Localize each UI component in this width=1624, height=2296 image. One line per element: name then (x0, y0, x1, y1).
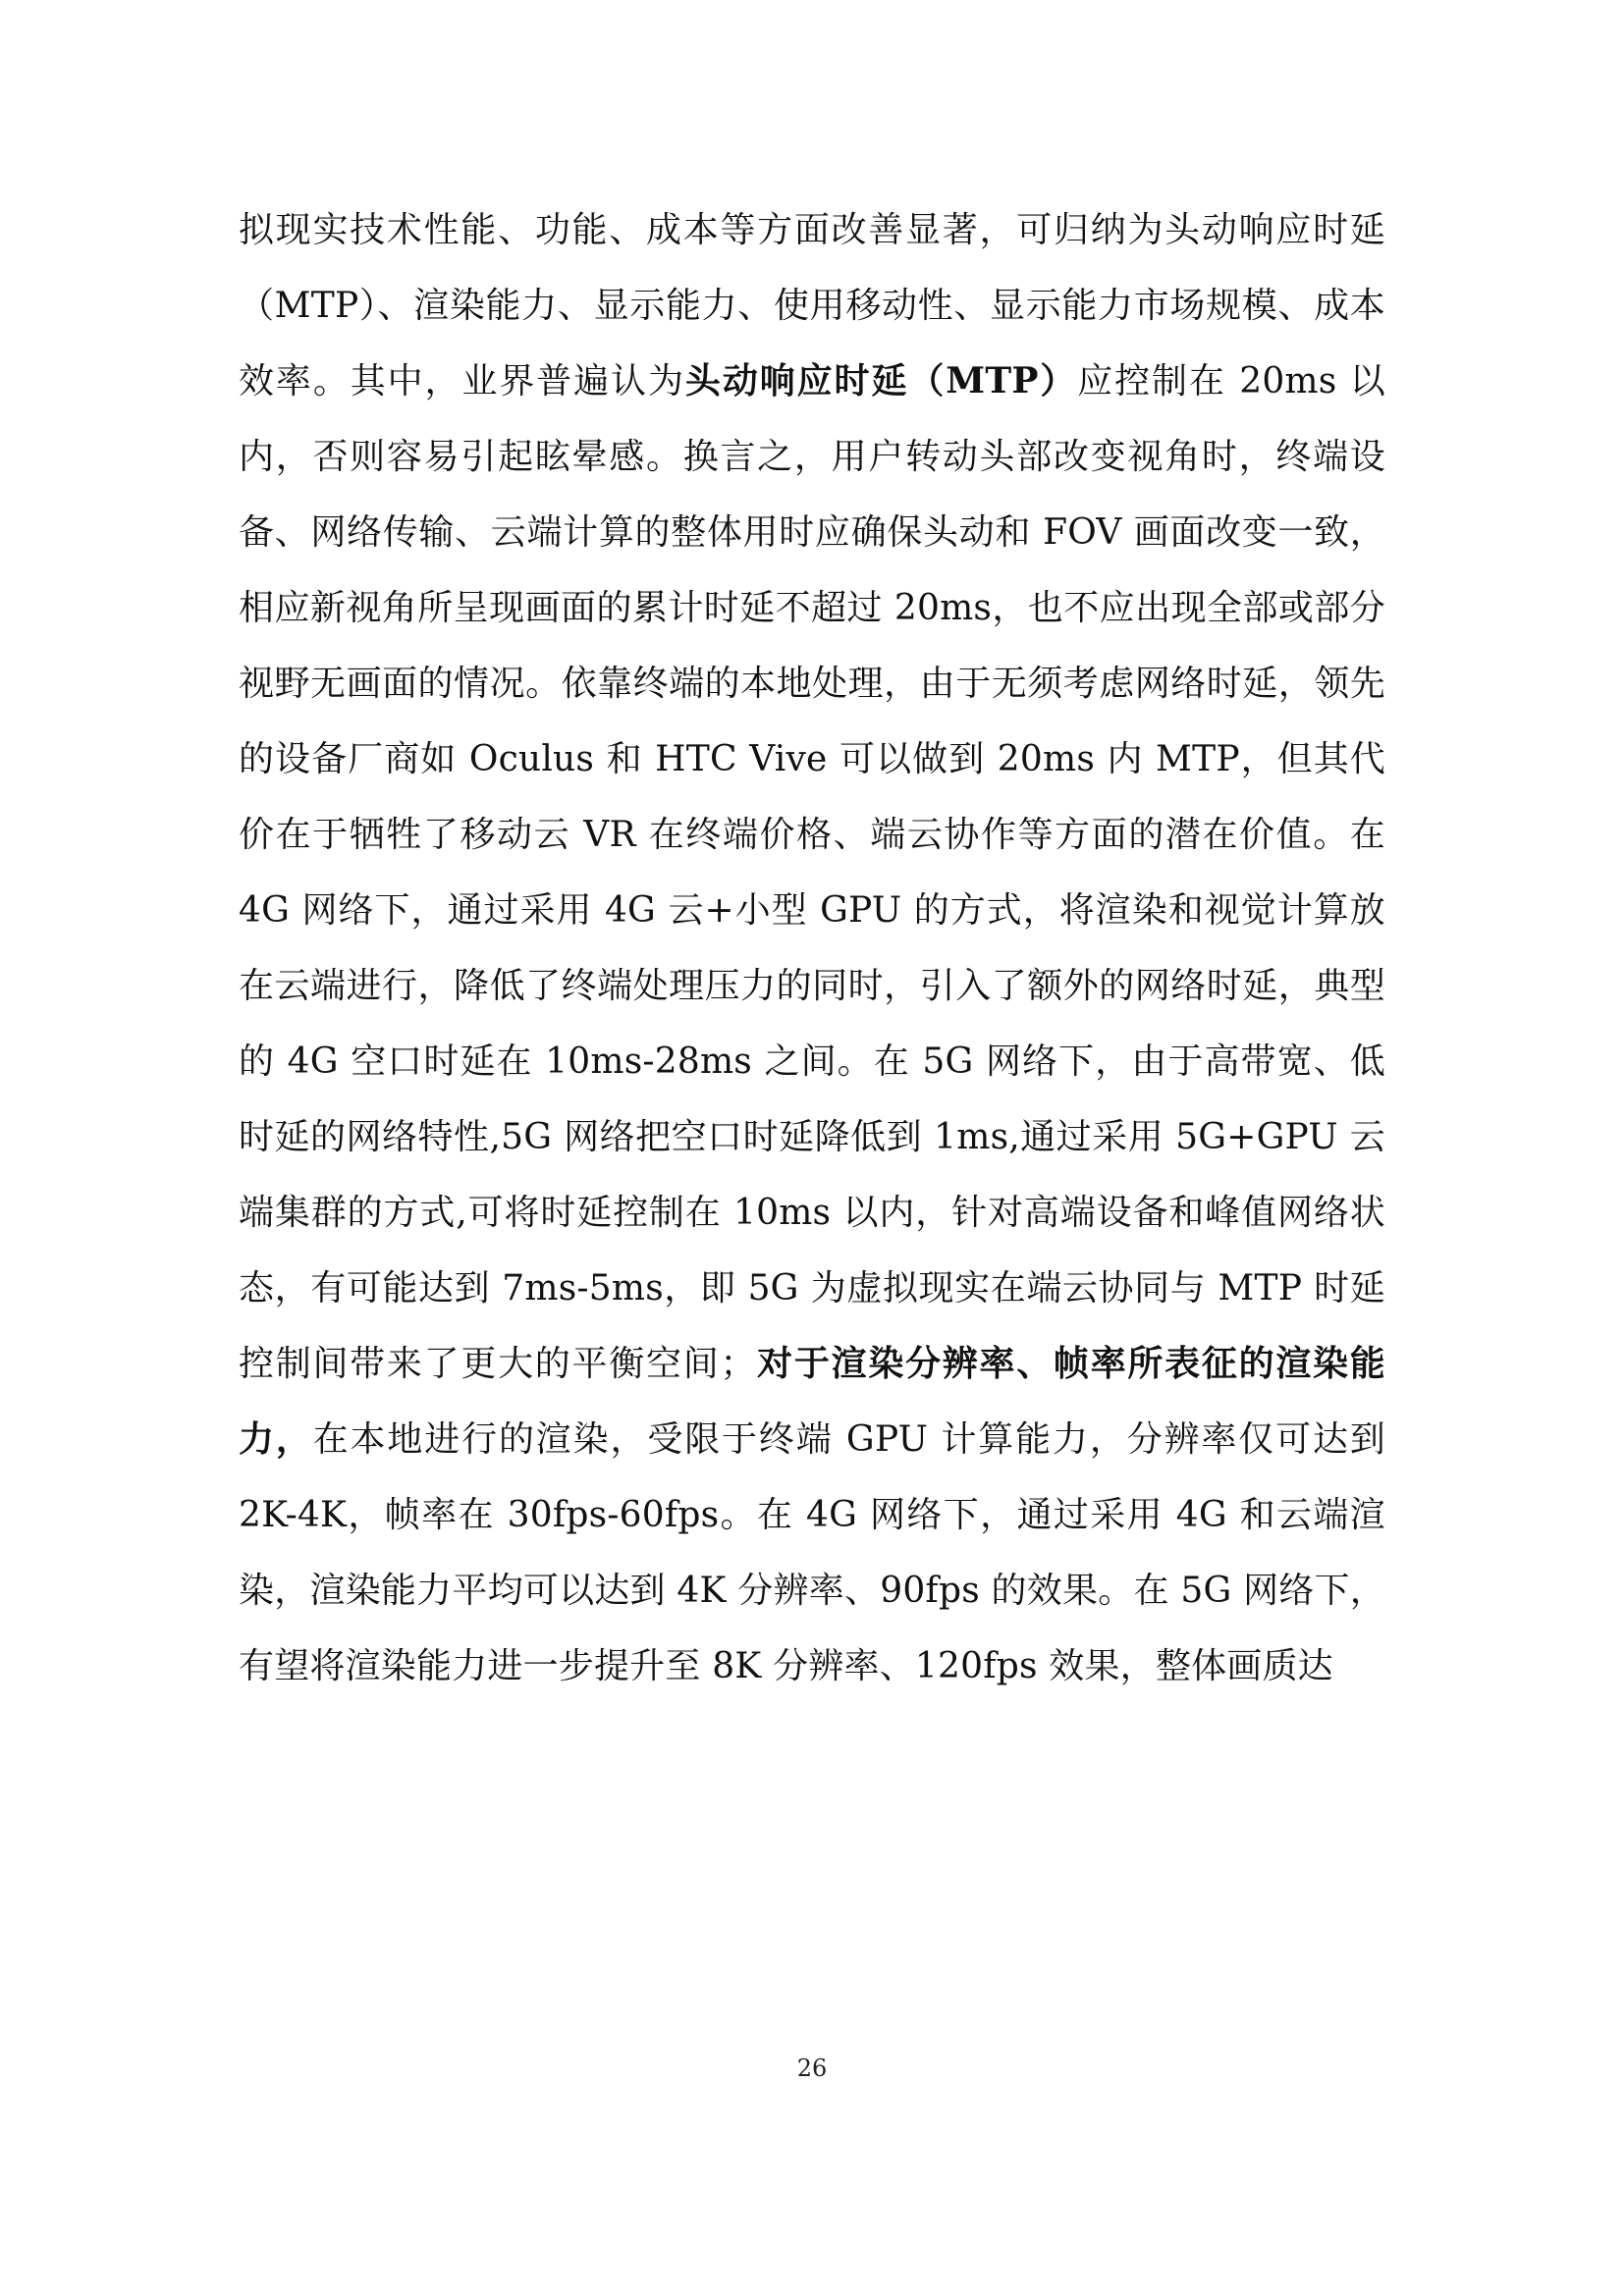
page-number: 26 (796, 2055, 828, 2082)
text-run: 应控制在 20ms 以内，否则容易引起眩晕感。换言之，用户转动头部改变视角时，终端设备、网络传输、云端计算的整体用时应确保头动和 FOV 画面改变一致，相应新视角所呈现画面的累计时延不超过 20ms，也不应出现全部或部分视野无画面的情况。依靠终端的本地处理，由于无须考虑网络时延，领先的设备厂商如 Oculus 和 HTC Vive 可以做到 20ms 内 MTP，但其代价在于牺牲了移动云 VR 在终端价格、端云协作等方面的潜在价值。在 4G 网络下，通过采用 4G 云+小型 GPU 的方式，将渲染和视觉计算放在云端进行，降低了终端处理压力的同时，引入了额外的网络时延，典型的 4G 空口时延在 10ms-28ms 之间。在 5G 网络下，由于高带宽、低时延的网络特性,5G 网络把空口时延降低到 1ms,通过采用 5G+GPU 云端集群的方式,可将时延控制在 10ms 以内，针对高端设备和峰值网络状态，有可能达到 7ms-5ms，即 5G 为虚拟现实在端云协同与 MTP 时延控制间带来了更大的平衡空间； (239, 361, 1385, 1384)
emphasis-run: 头动响应时延（MTP） (684, 360, 1078, 401)
text-run: 在本地进行的渲染，受限于终端 GPU 计算能力，分辨率仅可达到 2K-4K，帧率在 30fps-60fps。在 4G 网络下，通过采用 4G 和云端渲染，渲染能力平均可以达到 4K 分辨率、90fps 的效果。在 5G 网络下，有望将渲染能力进一步提升至 8K 分辨率、120fps 效果，整体画质达 (239, 1419, 1385, 1686)
main-paragraph (239, 192, 1385, 1704)
text-run: 拟现实技术性能、功能、成本等方面改善显著，可归纳为头动响应时延（MTP）、渲染能力、显示能力、使用移动性、显示能力市场规模、成本效率。其中，业界普遍认为 (239, 210, 1385, 401)
body-text-block (239, 192, 1385, 1704)
emphasis-run: 对于渲染分辨率、帧率所表征的渲染能力， (239, 1343, 1385, 1460)
